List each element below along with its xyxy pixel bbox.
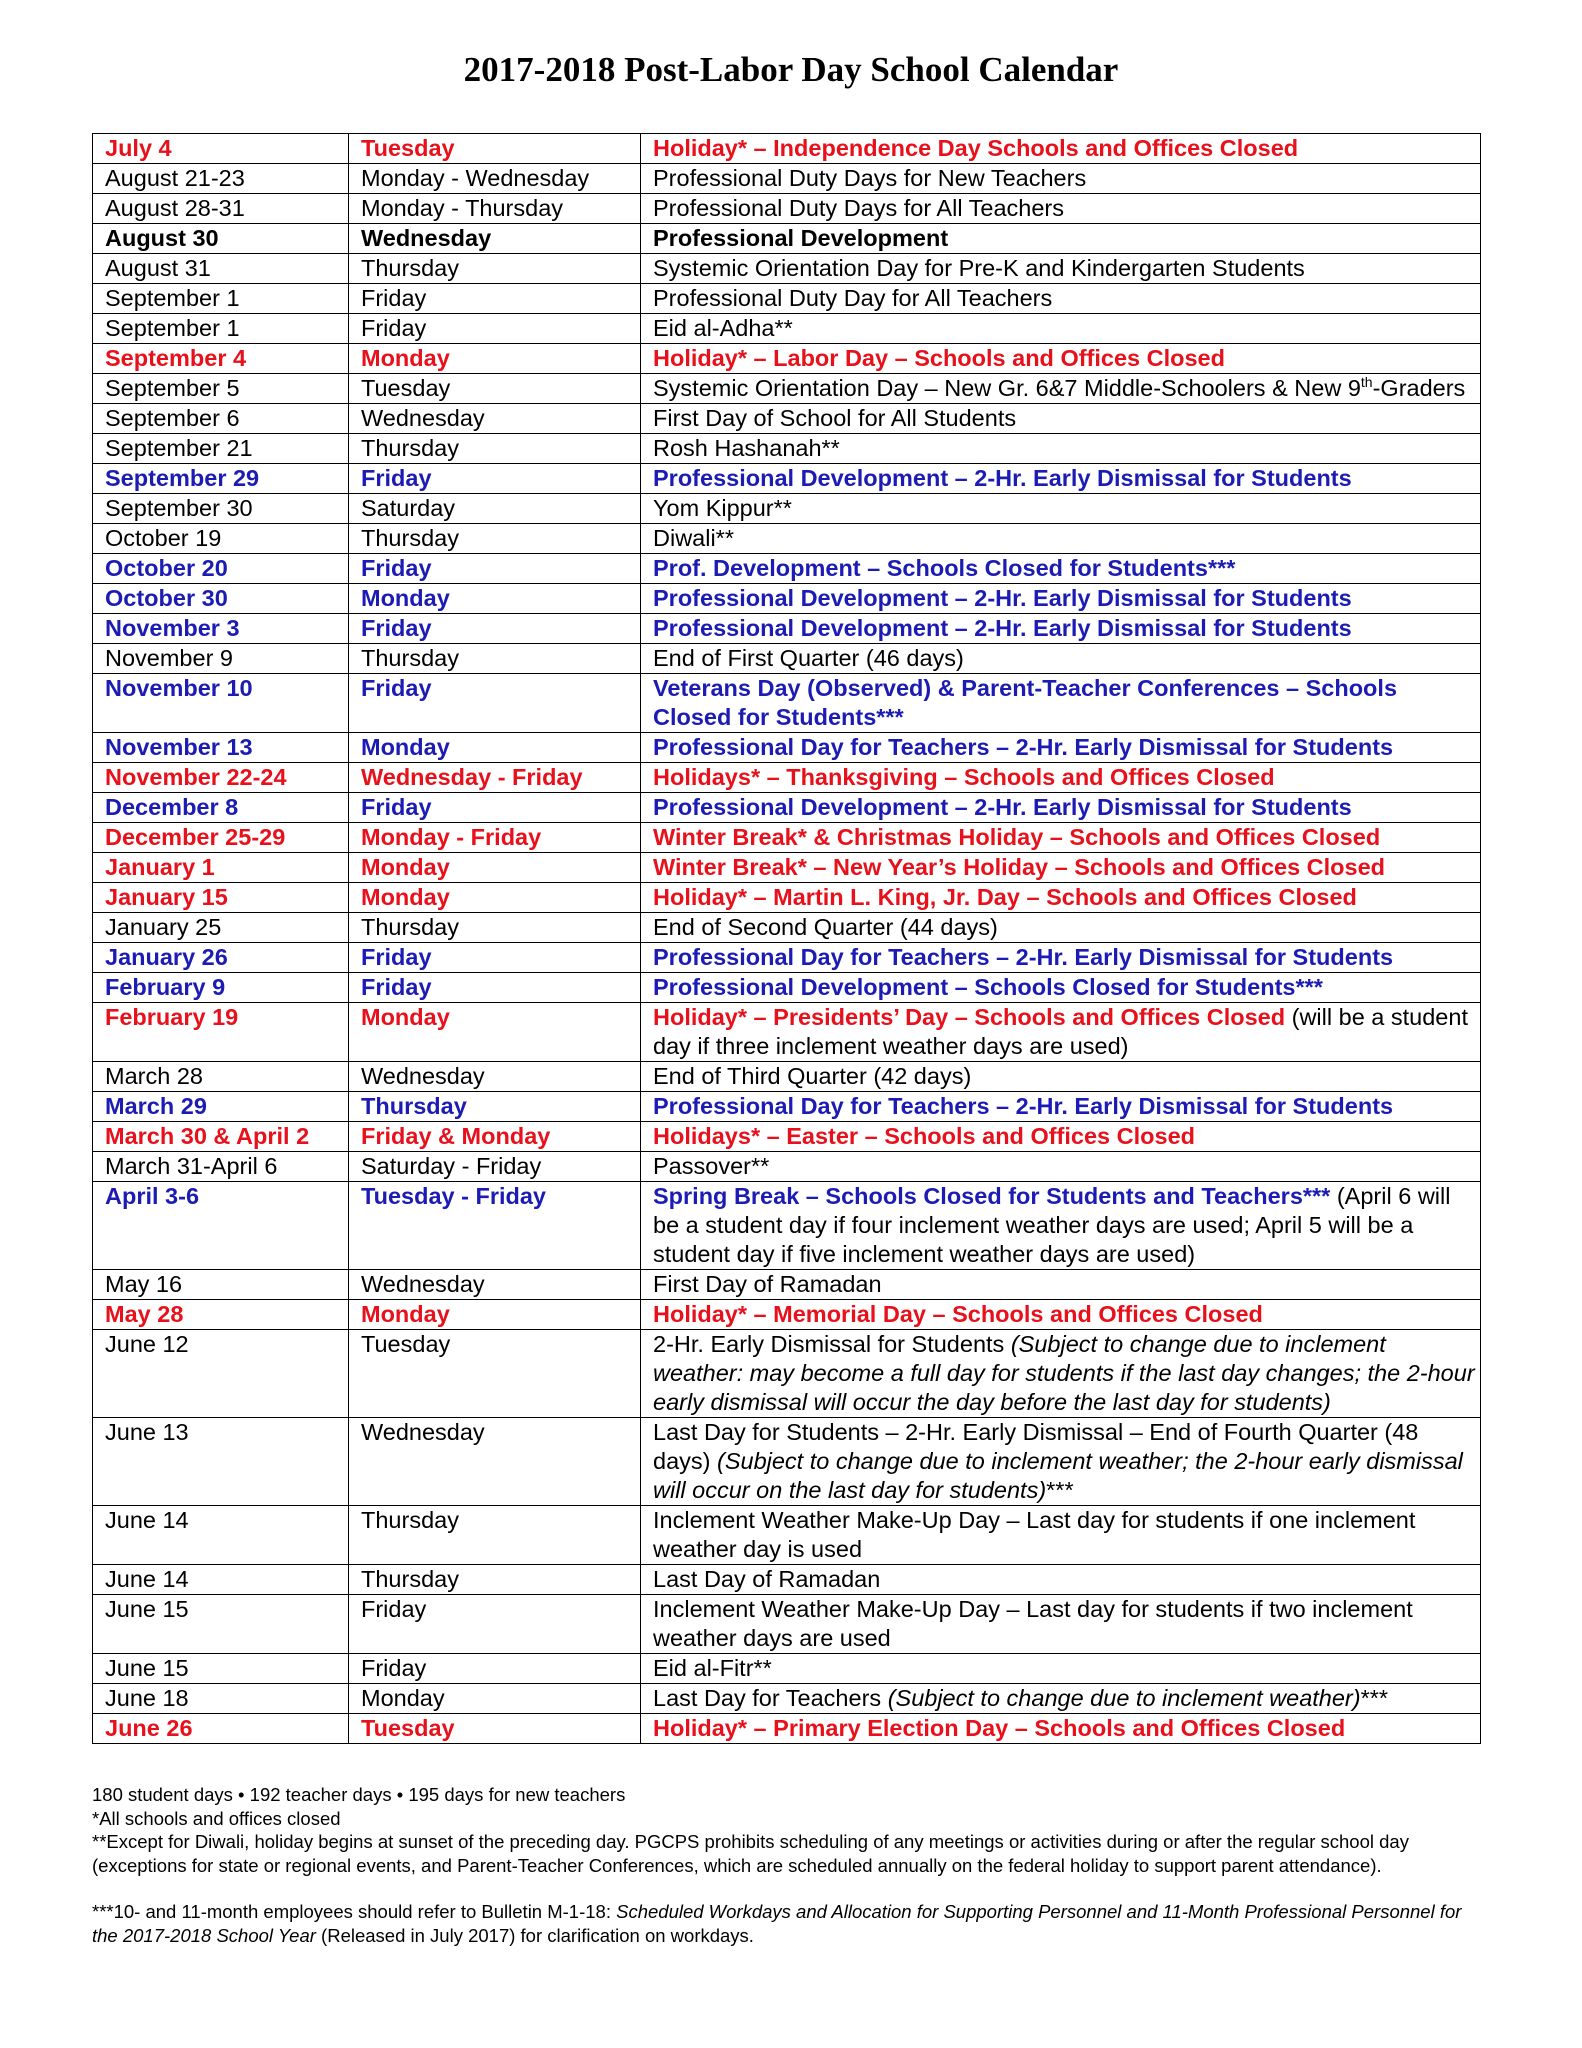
event-description-cell (641, 1270, 1481, 1300)
date-cell: June 18 (93, 1684, 349, 1714)
footnote-day-counts: 180 student days • 192 teacher days • 195 days for new teachers (92, 1784, 626, 1805)
calendar-row (93, 1152, 1481, 1182)
footnote-closed: *All schools and offices closed (92, 1807, 341, 1829)
calendar-row (93, 434, 1481, 464)
event-description-cell (641, 793, 1481, 823)
weekday-cell: Tuesday (349, 374, 641, 404)
weekday-cell: Friday (349, 973, 641, 1003)
calendar-row (93, 314, 1481, 344)
weekday-cell: Monday (349, 584, 641, 614)
date-cell: September 1 (93, 284, 349, 314)
event-description-cell (641, 524, 1481, 554)
event-description: Holiday* – Martin L. King, Jr. Day – Schools and Offices Closed (653, 884, 1357, 910)
date-cell: January 25 (93, 913, 349, 943)
date-cell: September 4 (93, 344, 349, 374)
calendar-row (93, 1003, 1481, 1062)
date-cell: March 30 & April 2 (93, 1122, 349, 1152)
date-cell: December 25-29 (93, 823, 349, 853)
date-cell: January 26 (93, 943, 349, 973)
event-description: Eid al-Fitr** (653, 1655, 772, 1681)
event-description-cell (641, 164, 1481, 194)
calendar-row (93, 134, 1481, 164)
event-description-tail: *** (1360, 1685, 1389, 1711)
event-note-italic: (Subject to change due to inclement weather; the 2-hour early dismissal will occur on the last day for students) (653, 1448, 1463, 1503)
event-description: Systemic Orientation Day for Pre-K and Kindergarten Students (653, 255, 1305, 281)
calendar-row (93, 194, 1481, 224)
event-description-cell (641, 584, 1481, 614)
calendar-table (92, 133, 1481, 1744)
event-description-tail: *** (1046, 1477, 1074, 1503)
date-cell: June 26 (93, 1714, 349, 1744)
event-description-cell (641, 314, 1481, 344)
event-description-cell (641, 913, 1481, 943)
page-title: 2017-2018 Post-Labor Day School Calendar (463, 50, 1119, 89)
calendar-row (93, 733, 1481, 763)
date-cell: September 30 (93, 494, 349, 524)
event-description: Professional Development – 2-Hr. Early Dismissal for Students (653, 615, 1352, 641)
calendar-row (93, 883, 1481, 913)
event-description-cell (641, 1565, 1481, 1595)
event-description-cell (641, 853, 1481, 883)
calendar-row (93, 1062, 1481, 1092)
weekday-cell: Tuesday - Friday (349, 1182, 641, 1270)
event-description: Last Day for Teachers (653, 1685, 888, 1711)
event-description: Holiday* – Memorial Day – Schools and Offices Closed (653, 1301, 1263, 1327)
date-cell: May 28 (93, 1300, 349, 1330)
event-description-cell (641, 1684, 1481, 1714)
weekday-cell: Friday (349, 314, 641, 344)
event-description: Passover** (653, 1153, 770, 1179)
event-description-cell (641, 644, 1481, 674)
event-description-cell (641, 344, 1481, 374)
event-description: End of First Quarter (46 days) (653, 645, 964, 671)
weekday-cell: Monday (349, 1003, 641, 1062)
event-description-cell (641, 404, 1481, 434)
event-description-cell (641, 1506, 1481, 1565)
event-description: Professional Day for Teachers – 2-Hr. Early Dismissal for Students (653, 734, 1394, 760)
weekday-cell: Monday - Wednesday (349, 164, 641, 194)
calendar-row (93, 1122, 1481, 1152)
date-cell: March 29 (93, 1092, 349, 1122)
calendar-row (93, 464, 1481, 494)
weekday-cell: Friday (349, 554, 641, 584)
event-description-cell (641, 134, 1481, 164)
weekday-cell: Wednesday (349, 1062, 641, 1092)
event-description: Holiday* – Primary Election Day – Schools and Offices Closed (653, 1715, 1346, 1741)
date-cell: December 8 (93, 793, 349, 823)
event-description-cell (641, 1654, 1481, 1684)
weekday-cell: Monday (349, 883, 641, 913)
date-cell: November 13 (93, 733, 349, 763)
date-cell: August 28-31 (93, 194, 349, 224)
event-description-cell (641, 733, 1481, 763)
date-cell: April 3-6 (93, 1182, 349, 1270)
weekday-cell: Friday (349, 793, 641, 823)
footnote-spacer (92, 1877, 1492, 1900)
weekday-cell: Thursday (349, 644, 641, 674)
date-cell: June 14 (93, 1565, 349, 1595)
date-cell: January 1 (93, 853, 349, 883)
event-description-cell (641, 1714, 1481, 1744)
footnote-employees (92, 1900, 1492, 1947)
weekday-cell: Saturday - Friday (349, 1152, 641, 1182)
weekday-cell: Thursday (349, 1092, 641, 1122)
weekday-cell: Wednesday (349, 224, 641, 254)
calendar-row (93, 853, 1481, 883)
event-description-cell (641, 284, 1481, 314)
event-description: Eid al-Adha** (653, 315, 793, 341)
weekday-cell: Friday (349, 1654, 641, 1684)
calendar-row (93, 973, 1481, 1003)
calendar-row (93, 344, 1481, 374)
date-cell: June 15 (93, 1654, 349, 1684)
calendar-row (93, 1182, 1481, 1270)
calendar-row (93, 614, 1481, 644)
event-description: Last Day for Students – 2-Hr. Early Dismissal – End of Fourth Quarter (48 days) (653, 1419, 1419, 1474)
event-description-cell (641, 434, 1481, 464)
calendar-row (93, 1270, 1481, 1300)
event-description: Professional Day for Teachers – 2-Hr. Early Dismissal for Students (653, 1093, 1394, 1119)
event-note-italic: (Subject to change due to inclement weather) (887, 1685, 1361, 1711)
event-description: Winter Break* – New Year’s Holiday – Schools and Offices Closed (653, 854, 1386, 880)
calendar-row (93, 1714, 1481, 1744)
weekday-cell: Thursday (349, 1565, 641, 1595)
event-description: Professional Day for Teachers – 2-Hr. Early Dismissal for Students (653, 944, 1394, 970)
weekday-cell: Wednesday (349, 1418, 641, 1506)
weekday-cell: Wednesday (349, 404, 641, 434)
calendar-row (93, 1595, 1481, 1654)
event-description-cell (641, 1182, 1481, 1270)
calendar-row (93, 164, 1481, 194)
calendar-row (93, 374, 1481, 404)
calendar-row (93, 284, 1481, 314)
weekday-cell: Friday (349, 1595, 641, 1654)
calendar-row (93, 404, 1481, 434)
calendar-row (93, 913, 1481, 943)
weekday-cell: Monday (349, 1684, 641, 1714)
calendar-row (93, 763, 1481, 793)
event-description-cell (641, 763, 1481, 793)
event-description: Professional Development – 2-Hr. Early Dismissal for Students (653, 585, 1352, 611)
footnote-bulletin-title: Scheduled Workdays and Allocation for Supporting Personnel and 11-Month Professional Personnel for the 2017-2018 School Year (92, 1901, 1462, 1946)
event-description: End of Third Quarter (42 days) (653, 1063, 972, 1089)
weekday-cell: Thursday (349, 524, 641, 554)
event-description: Veterans Day (Observed) & Parent-Teacher Conferences – Schools Closed for Students*** (653, 675, 1398, 730)
event-description: Spring Break – Schools Closed for Students and Teachers*** (653, 1183, 1331, 1209)
date-cell: September 5 (93, 374, 349, 404)
footnote-employees-tail: (Released in July 2017) for clarification on workdays. (315, 1924, 754, 1946)
calendar-row (93, 584, 1481, 614)
weekday-cell: Friday (349, 284, 641, 314)
calendar-row (93, 644, 1481, 674)
event-note: (April 6 will be a student day if four inclement weather days are used; April 5 will be a student day if five inclement weather days are used) (653, 1183, 1451, 1267)
event-description-cell (641, 614, 1481, 644)
event-description-cell (641, 1092, 1481, 1122)
event-description: Professional Duty Day for All Teachers (653, 285, 1053, 311)
date-cell: March 28 (93, 1062, 349, 1092)
date-cell: September 21 (93, 434, 349, 464)
weekday-cell: Monday (349, 733, 641, 763)
calendar-row (93, 1684, 1481, 1714)
event-description-cell (641, 374, 1481, 404)
event-description-cell (641, 1595, 1481, 1654)
event-description-tail: -Graders (1372, 375, 1466, 401)
date-cell: November 22-24 (93, 763, 349, 793)
weekday-cell: Friday (349, 464, 641, 494)
event-description: Holidays* – Thanksgiving – Schools and Offices Closed (653, 764, 1275, 790)
date-cell: June 15 (93, 1595, 349, 1654)
event-description: Inclement Weather Make-Up Day – Last day for students if one inclement weather day is used (653, 1507, 1416, 1562)
date-cell: June 12 (93, 1330, 349, 1418)
weekday-cell: Monday (349, 853, 641, 883)
weekday-cell: Friday & Monday (349, 1122, 641, 1152)
weekday-cell: Monday (349, 344, 641, 374)
calendar-row (93, 254, 1481, 284)
date-cell: November 10 (93, 674, 349, 733)
event-description-cell (641, 464, 1481, 494)
calendar-row (93, 494, 1481, 524)
event-description: Prof. Development – Schools Closed for Students*** (653, 555, 1236, 581)
date-cell: October 30 (93, 584, 349, 614)
weekday-cell: Wednesday (349, 1270, 641, 1300)
date-cell: July 4 (93, 134, 349, 164)
event-description: Professional Duty Days for New Teachers (653, 165, 1087, 191)
event-description: Yom Kippur** (653, 495, 792, 521)
date-cell: August 31 (93, 254, 349, 284)
date-cell: June 14 (93, 1506, 349, 1565)
event-description-cell (641, 823, 1481, 853)
event-description: Last Day of Ramadan (653, 1566, 881, 1592)
calendar-row (93, 943, 1481, 973)
event-description-cell (641, 1300, 1481, 1330)
event-description: Professional Development – 2-Hr. Early Dismissal for Students (653, 794, 1352, 820)
calendar-row (93, 823, 1481, 853)
weekday-cell: Friday (349, 674, 641, 733)
event-description-cell (641, 554, 1481, 584)
event-description-cell (641, 254, 1481, 284)
event-description: Professional Duty Days for All Teachers (653, 195, 1064, 221)
event-description-cell (641, 1003, 1481, 1062)
date-cell: August 30 (93, 224, 349, 254)
date-cell: January 15 (93, 883, 349, 913)
date-cell: February 9 (93, 973, 349, 1003)
weekday-cell: Thursday (349, 913, 641, 943)
event-description: Systemic Orientation Day – New Gr. 6&7 Middle-Schoolers & New 9 (653, 375, 1361, 401)
date-cell: June 13 (93, 1418, 349, 1506)
calendar-row (93, 793, 1481, 823)
weekday-cell: Monday - Thursday (349, 194, 641, 224)
calendar-row (93, 1330, 1481, 1418)
date-cell: September 1 (93, 314, 349, 344)
weekday-cell: Monday - Friday (349, 823, 641, 853)
calendar-row (93, 674, 1481, 733)
event-description-cell (641, 1062, 1481, 1092)
event-description-cell (641, 973, 1481, 1003)
ordinal-suffix: th (1360, 374, 1373, 390)
date-cell: February 19 (93, 1003, 349, 1062)
event-description: Holiday* – Presidents’ Day – Schools and Offices Closed (653, 1004, 1286, 1030)
calendar-row (93, 1092, 1481, 1122)
date-cell: October 19 (93, 524, 349, 554)
event-description: Professional Development (653, 225, 949, 251)
date-cell: November 3 (93, 614, 349, 644)
weekday-cell: Tuesday (349, 134, 641, 164)
event-description-cell (641, 194, 1481, 224)
date-cell: August 21-23 (93, 164, 349, 194)
calendar-row (93, 1654, 1481, 1684)
event-description: Holiday* – Labor Day – Schools and Offices Closed (653, 345, 1225, 371)
footnote-employees-text: ***10- and 11-month employees should refer to Bulletin M-1-18: (92, 1901, 617, 1922)
weekday-cell: Thursday (349, 1506, 641, 1565)
event-description-cell (641, 1152, 1481, 1182)
date-cell: October 20 (93, 554, 349, 584)
event-description: Diwali** (653, 525, 734, 551)
event-description: Rosh Hashanah** (653, 435, 840, 461)
calendar-row (93, 1418, 1481, 1506)
event-description-cell (641, 943, 1481, 973)
event-description-cell (641, 494, 1481, 524)
event-description-cell (641, 1330, 1481, 1418)
calendar-row (93, 224, 1481, 254)
date-cell: September 6 (93, 404, 349, 434)
event-description: Professional Development – Schools Closed for Students*** (653, 974, 1323, 1000)
footnote-religious-holidays: **Except for Diwali, holiday begins at sunset of the preceding day. PGCPS prohibits scheduling of any meetings or activities during or after the regular school day (exceptions for state or regional events, and Parent-Teacher Conferences, which are scheduled annually on the federal holiday to support parent attendance). (92, 1831, 1409, 1876)
event-description: Holiday* – Independence Day Schools and Offices Closed (653, 135, 1299, 161)
event-description: Winter Break* & Christmas Holiday – Schools and Offices Closed (653, 824, 1381, 850)
calendar-row (93, 1300, 1481, 1330)
event-note-italic: (Subject to change due to inclement weather: may become a full day for students if the last day changes; the 2-hour early dismissal will occur the day before the last day for students) (653, 1331, 1475, 1415)
footnotes (92, 1783, 1492, 1947)
event-note: (will be a student day if three inclement weather days are used) (653, 1004, 1468, 1059)
weekday-cell: Monday (349, 1300, 641, 1330)
event-description-cell (641, 674, 1481, 733)
event-description-cell (641, 1418, 1481, 1506)
event-description-cell (641, 224, 1481, 254)
calendar-row (93, 1565, 1481, 1595)
weekday-cell: Thursday (349, 254, 641, 284)
event-description: First Day of School for All Students (653, 405, 1017, 431)
date-cell: September 29 (93, 464, 349, 494)
date-cell: March 31-April 6 (93, 1152, 349, 1182)
event-description-cell (641, 1122, 1481, 1152)
calendar-body (93, 134, 1481, 1744)
event-description: Professional Development – 2-Hr. Early Dismissal for Students (653, 465, 1352, 491)
event-description: First Day of Ramadan (653, 1271, 882, 1297)
calendar-row (93, 1506, 1481, 1565)
weekday-cell: Wednesday - Friday (349, 763, 641, 793)
weekday-cell: Friday (349, 943, 641, 973)
weekday-cell: Thursday (349, 434, 641, 464)
event-description: End of Second Quarter (44 days) (653, 914, 998, 940)
weekday-cell: Tuesday (349, 1714, 641, 1744)
weekday-cell: Saturday (349, 494, 641, 524)
event-description-cell (641, 883, 1481, 913)
calendar-row (93, 554, 1481, 584)
weekday-cell: Tuesday (349, 1330, 641, 1418)
date-cell: November 9 (93, 644, 349, 674)
event-description: Inclement Weather Make-Up Day – Last day for students if two inclement weather days are used (653, 1596, 1413, 1651)
event-description: 2-Hr. Early Dismissal for Students (653, 1331, 1011, 1357)
date-cell: May 16 (93, 1270, 349, 1300)
weekday-cell: Friday (349, 614, 641, 644)
calendar-row (93, 524, 1481, 554)
event-description: Holidays* – Easter – Schools and Offices Closed (653, 1123, 1195, 1149)
